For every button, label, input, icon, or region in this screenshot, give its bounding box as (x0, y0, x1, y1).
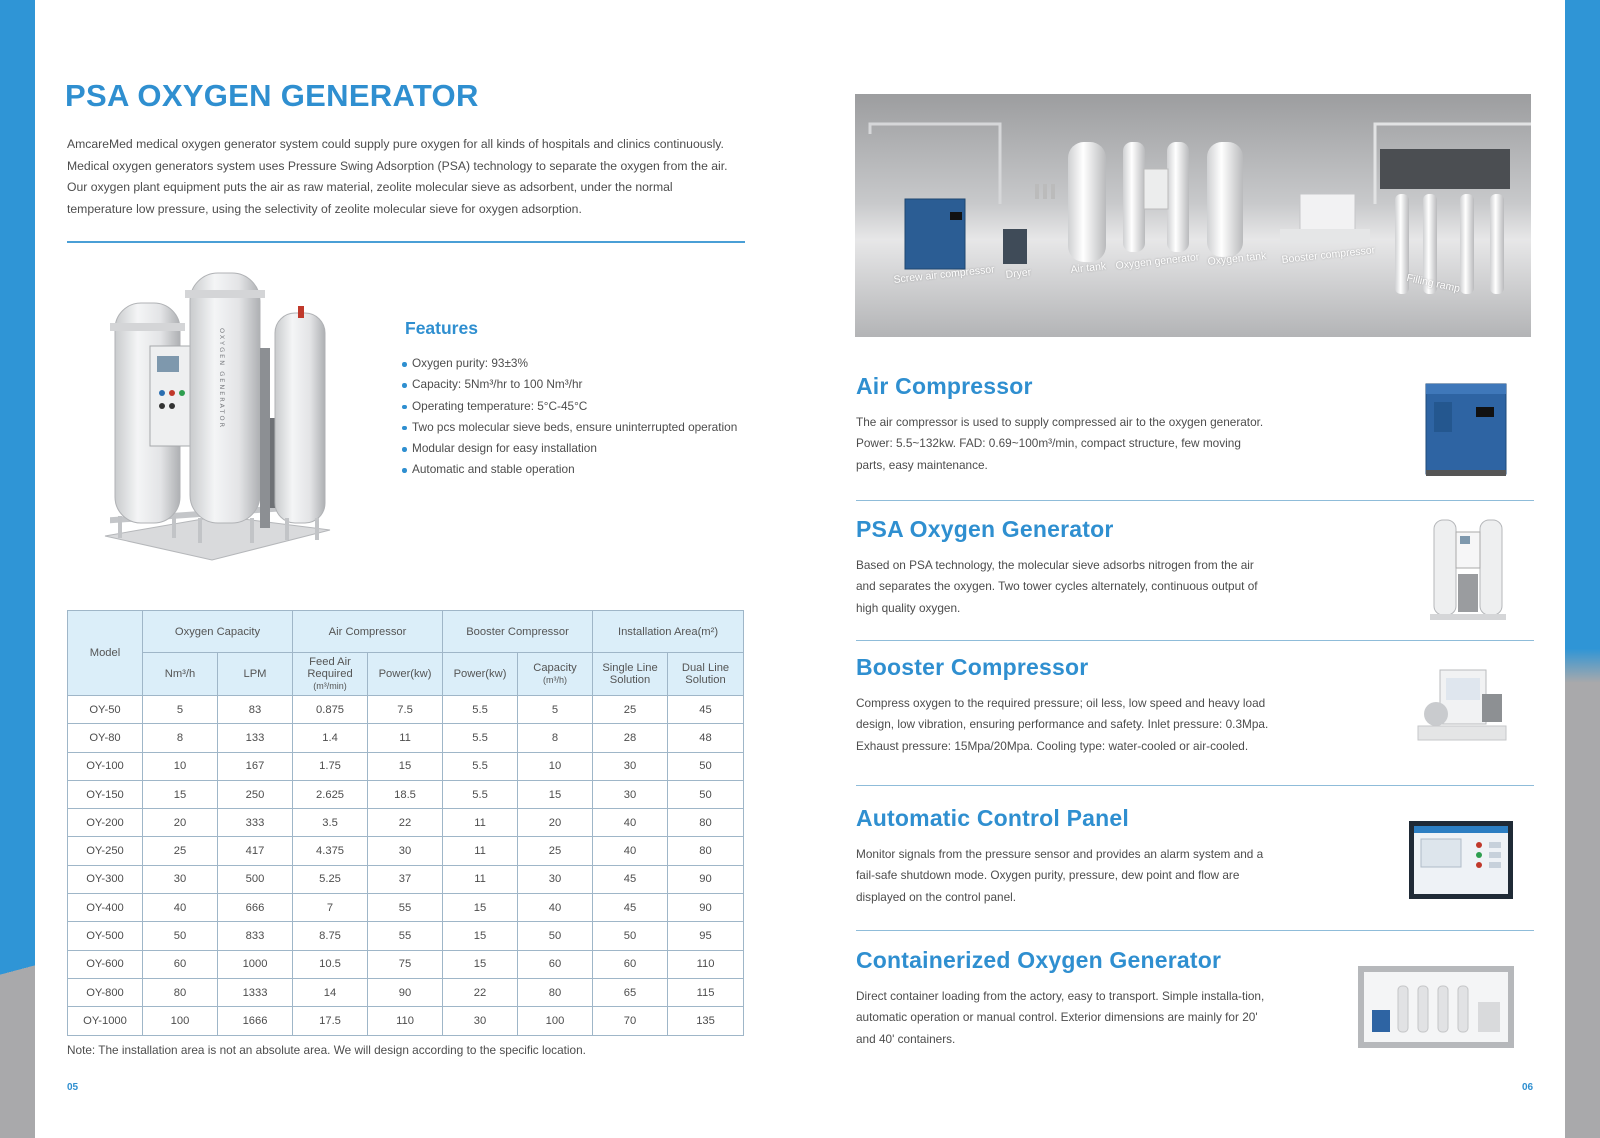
feature-item: Oxygen purity: 93±3% (402, 353, 737, 374)
machine-label: OXYGEN GENERATOR (218, 328, 226, 430)
divider (856, 500, 1534, 501)
psa-oxygen-generator-image (100, 268, 335, 588)
table-cell: 5.25 (293, 865, 368, 893)
table-cell: 1666 (218, 1007, 293, 1035)
model-cell: OY-800 (68, 978, 143, 1006)
header-booster-power: Power(kw) (443, 653, 518, 696)
table-cell: 17.5 (293, 1007, 368, 1035)
header-model: Model (68, 611, 143, 696)
section-text: Monitor signals from the pressure sensor and provides an alarm system and a fail-safe shutdown mode. Oxygen purity, pressure, dew point and flow are displayed on the control panel. (856, 847, 1264, 904)
table-cell: 40 (518, 894, 593, 922)
table-cell: 15 (443, 922, 518, 950)
table-cell: 15 (518, 780, 593, 808)
table-cell: 45 (593, 865, 668, 893)
table-cell: 500 (218, 865, 293, 893)
table-row (68, 922, 744, 950)
divider (67, 241, 745, 243)
table-cell: 5.5 (443, 696, 518, 724)
feature-item: Capacity: 5Nm³/hr to 100 Nm³/hr (402, 374, 737, 395)
control-panel-image (1409, 821, 1513, 904)
table-cell: 100 (143, 1007, 218, 1035)
model-cell: OY-80 (68, 724, 143, 752)
label-dryer: Dryer (1005, 266, 1032, 281)
table-cell: 100 (518, 1007, 593, 1035)
table-cell: 80 (668, 837, 744, 865)
page-number-left: 05 (67, 1082, 79, 1093)
table-cell: 10 (143, 752, 218, 780)
table-cell: 133 (218, 724, 293, 752)
features-title: Features (405, 318, 478, 338)
table-cell: 5.5 (443, 752, 518, 780)
section-text: Based on PSA technology, the molecular sieve adsorbs nitrogen from the air and separates the oxygen. Two tower cycles alternately, continuous output of high quality oxygen. (856, 558, 1258, 615)
feature-item: Modular design for easy installation (402, 438, 737, 459)
table-cell: 8.75 (293, 922, 368, 950)
table-cell: 80 (143, 978, 218, 1006)
table-cell: 11 (443, 865, 518, 893)
table-cell: 55 (368, 922, 443, 950)
table-cell: 60 (143, 950, 218, 978)
table-row (68, 950, 744, 978)
label-filling-ramp: Filling ramp (1405, 272, 1462, 296)
table-cell: 37 (368, 865, 443, 893)
container-image (1358, 966, 1514, 1053)
table-cell: 50 (143, 922, 218, 950)
table-cell: 45 (593, 894, 668, 922)
table-cell: 65 (593, 978, 668, 1006)
table-row (68, 780, 744, 808)
table-cell: 10 (518, 752, 593, 780)
model-cell: OY-150 (68, 780, 143, 808)
specification-table (67, 610, 744, 1036)
table-cell: 30 (518, 865, 593, 893)
table-cell: 333 (218, 809, 293, 837)
model-cell: OY-1000 (68, 1007, 143, 1035)
section-text: Direct container loading from the actory, easy to transport. Simple installa-tion, automatic operation or manual control. Exterior dimensions are mainly for 20' and 40' containers. (856, 989, 1265, 1046)
table-cell: 20 (143, 809, 218, 837)
table-cell: 1.75 (293, 752, 368, 780)
header-single-line: Single Line Solution (593, 653, 668, 696)
model-cell: OY-300 (68, 865, 143, 893)
header-power: Power(kw) (368, 653, 443, 696)
section-text: Compress oxygen to the required pressure; oil less, low speed and heavy load design, low vibration, ensuring performance and safety. Inlet pressure: 0.3Mpa. Exhaust pressure: 15Mpa/20Mpa. Cooling type: water-cooled or air-cooled. (856, 696, 1269, 753)
table-cell: 417 (218, 837, 293, 865)
table-cell: 8 (143, 724, 218, 752)
table-cell: 90 (668, 865, 744, 893)
table-cell: 50 (518, 922, 593, 950)
table-cell: 5 (518, 696, 593, 724)
table-cell: 90 (368, 978, 443, 1006)
table-cell: 11 (443, 837, 518, 865)
table-cell: 20 (518, 809, 593, 837)
page-title: PSA OXYGEN GENERATOR (65, 78, 479, 113)
page-number-right: 06 (1522, 1082, 1534, 1093)
table-cell: 25 (593, 696, 668, 724)
model-cell: OY-100 (68, 752, 143, 780)
feature-item: Operating temperature: 5°C-45°C (402, 396, 737, 417)
header-installation-area: Installation Area(m²) (593, 611, 744, 653)
table-cell: 167 (218, 752, 293, 780)
section-title: Air Compressor (856, 373, 1033, 399)
system-overview-image (855, 94, 1531, 337)
table-row (68, 696, 744, 724)
capacity-label: Capacity (533, 662, 577, 674)
section-text: The air compressor is used to supply compressed air to the oxygen generator. Power: 5.5~132kw. FAD: 0.69~100m³/min, compact structure, few moving parts, easy maintenance. (856, 415, 1264, 472)
table-cell: 22 (443, 978, 518, 1006)
feed-air-unit: (m³/min) (313, 681, 347, 691)
feature-item: Automatic and stable operation (402, 459, 737, 480)
table-cell: 30 (143, 865, 218, 893)
table-cell: 15 (143, 780, 218, 808)
intro-paragraph: AmcareMed medical oxygen generator system could supply pure oxygen for all kinds of hospitals and clinics continuously. Medical oxygen generators system uses Pressure Swing Adsorption (PSA) technology to separate the oxygen from the air. Our oxygen plant equipment puts the air as raw material, zeolite molecular sieve as adsorbent, under the normal temperature low pressure, using the selectivity of zeolite molecular sieve for oxygen adsorption. (67, 137, 728, 216)
label-booster-compressor: Booster compressor (1281, 244, 1376, 266)
header-booster-compressor: Booster Compressor (443, 611, 593, 653)
table-cell: 833 (218, 922, 293, 950)
table-cell: 11 (368, 724, 443, 752)
header-capacity (518, 653, 593, 696)
table-cell: 30 (443, 1007, 518, 1035)
table-row (68, 894, 744, 922)
header-air-compressor: Air Compressor (293, 611, 443, 653)
table-cell: 40 (593, 809, 668, 837)
feature-item: Two pcs molecular sieve beds, ensure uninterrupted operation (402, 417, 737, 438)
section-title: PSA Oxygen Generator (856, 516, 1114, 542)
section-title: Automatic Control Panel (856, 805, 1129, 831)
table-cell: 25 (143, 837, 218, 865)
table-cell: 55 (368, 894, 443, 922)
model-cell: OY-50 (68, 696, 143, 724)
capacity-unit: (m³/h) (543, 675, 568, 685)
table-cell: 22 (368, 809, 443, 837)
table-cell: 40 (593, 837, 668, 865)
features-list (402, 353, 737, 481)
feed-air-label: Feed Air Required (307, 656, 353, 680)
table-row (68, 978, 744, 1006)
table-cell: 90 (668, 894, 744, 922)
table-cell: 135 (668, 1007, 744, 1035)
table-cell: 80 (668, 809, 744, 837)
table-cell: 80 (518, 978, 593, 1006)
divider (856, 930, 1534, 931)
table-cell: 83 (218, 696, 293, 724)
table-row (68, 837, 744, 865)
air-compressor-image (1424, 382, 1508, 483)
table-cell: 95 (668, 922, 744, 950)
table-cell: 70 (593, 1007, 668, 1035)
psa-generator-image (1430, 514, 1506, 629)
table-cell: 30 (593, 752, 668, 780)
table-note: Note: The installation area is not an absolute area. We will design according to the specific location. (67, 1043, 586, 1057)
model-cell: OY-400 (68, 894, 143, 922)
table-cell: 25 (518, 837, 593, 865)
header-oxygen-capacity: Oxygen Capacity (143, 611, 293, 653)
table-cell: 2.625 (293, 780, 368, 808)
model-cell: OY-600 (68, 950, 143, 978)
model-cell: OY-500 (68, 922, 143, 950)
table-cell: 15 (443, 894, 518, 922)
table-row (68, 1007, 744, 1035)
table-cell: 15 (368, 752, 443, 780)
table-row (68, 752, 744, 780)
table-cell: 8 (518, 724, 593, 752)
model-cell: OY-250 (68, 837, 143, 865)
section-title: Containerized Oxygen Generator (856, 947, 1222, 973)
header-nm3h: Nm³/h (143, 653, 218, 696)
table-cell: 50 (668, 780, 744, 808)
right-edge-band (1565, 0, 1600, 1138)
table-cell: 1.4 (293, 724, 368, 752)
table-cell: 7 (293, 894, 368, 922)
table-cell: 1333 (218, 978, 293, 1006)
table-cell: 4.375 (293, 837, 368, 865)
table-cell: 10.5 (293, 950, 368, 978)
table-cell: 115 (668, 978, 744, 1006)
table-cell: 50 (668, 752, 744, 780)
table-cell: 45 (668, 696, 744, 724)
table-row (68, 809, 744, 837)
label-air-tank: Air tank (1070, 260, 1107, 276)
table-cell: 110 (668, 950, 744, 978)
hero-labels (855, 94, 1531, 337)
model-cell: OY-200 (68, 809, 143, 837)
header-feed-air (293, 653, 368, 696)
table-cell: 5 (143, 696, 218, 724)
table-cell: 28 (593, 724, 668, 752)
table-cell: 5.5 (443, 724, 518, 752)
table-cell: 666 (218, 894, 293, 922)
left-edge-band (0, 0, 35, 1138)
table-cell: 30 (368, 837, 443, 865)
table-cell: 60 (593, 950, 668, 978)
table-cell: 5.5 (443, 780, 518, 808)
booster-compressor-image (1416, 664, 1508, 755)
table-cell: 50 (593, 922, 668, 950)
table-cell: 0.875 (293, 696, 368, 724)
table-cell: 250 (218, 780, 293, 808)
divider (856, 785, 1534, 786)
header-lpm: LPM (218, 653, 293, 696)
table-cell: 30 (593, 780, 668, 808)
table-cell: 14 (293, 978, 368, 1006)
table-cell: 7.5 (368, 696, 443, 724)
table-cell: 60 (518, 950, 593, 978)
table-cell: 3.5 (293, 809, 368, 837)
label-screw-air-compressor: Screw air compressor (893, 263, 996, 286)
section-title: Booster Compressor (856, 654, 1089, 680)
divider (856, 640, 1534, 641)
table-body (68, 696, 744, 1036)
table-cell: 11 (443, 809, 518, 837)
table-cell: 40 (143, 894, 218, 922)
table-cell: 15 (443, 950, 518, 978)
table-cell: 1000 (218, 950, 293, 978)
label-oxygen-tank: Oxygen tank (1207, 249, 1267, 268)
label-oxygen-generator: Oxygen generator (1115, 251, 1200, 272)
table-cell: 18.5 (368, 780, 443, 808)
table-cell: 75 (368, 950, 443, 978)
table-row (68, 865, 744, 893)
table-cell: 48 (668, 724, 744, 752)
header-dual-line: Dual Line Solution (668, 653, 744, 696)
table-row (68, 724, 744, 752)
table-cell: 110 (368, 1007, 443, 1035)
